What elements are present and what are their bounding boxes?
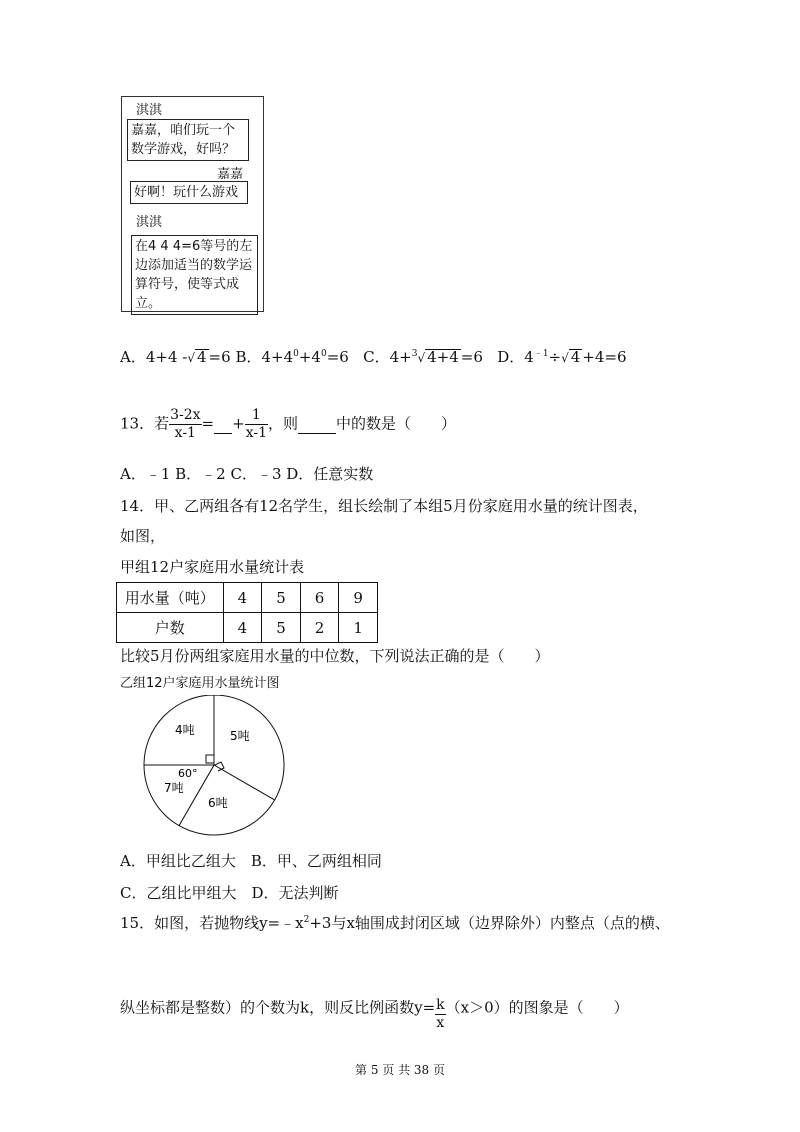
q13-fraction-2 (245, 407, 268, 442)
q14-line-2: 如图， (120, 527, 166, 545)
page-footer: 第 5 页 共 38 页 (355, 1063, 445, 1077)
table-cell: 6 (300, 583, 339, 613)
q12-option-b-label: B．4+4 (235, 348, 294, 366)
q14-options-line-2: C．乙组比甲组大 D．无法判断 (120, 884, 339, 902)
q13-frac1-numerator: 3-2x (170, 407, 201, 423)
speaker-qiqi-1: 淇淇 (136, 103, 163, 118)
water-usage-table (116, 582, 378, 643)
q13-blank-1 (214, 415, 232, 434)
q13-frac2-denominator: x-1 (245, 425, 267, 441)
q15-line2-rest: （x＞0）的图象是（ ） (445, 998, 629, 1017)
q12-option-c-radicand: 4+4 (427, 348, 459, 366)
q15-line1-rest: +3与x轴围成封闭区域（边界除外）内整点（点的横、 (309, 914, 670, 932)
table-cell: 户数 (117, 613, 224, 643)
bubble1-line1: 嘉嘉，咱们玩一个 (131, 123, 236, 138)
speech-bubble-3 (131, 235, 258, 315)
q12-option-a-radicand: 4 (196, 348, 207, 366)
bubble3-line2: 边添加适当的数学运 (135, 258, 253, 273)
q13-suffix-2: 中的数是（ ） (336, 414, 457, 433)
q15-exponent: 2 (303, 915, 310, 925)
table-cell: 1 (339, 613, 378, 643)
slice-label-5t: 5吨 (230, 729, 250, 743)
pie-chart-title: 乙组12户家庭用水量统计图 (120, 676, 280, 691)
q12-options: A．4+4 -√ 4 =6 B．$4+4^0+4^0=6$ C．4+$^3$√ 4+4 =6 D．$4^{﹣1}\div√$ 4 +4=6 (120, 348, 627, 366)
table-row (117, 613, 378, 643)
q12-option-a-label: A．4+4 - (120, 348, 188, 366)
q15-line2-start: 纵坐标都是整数）的个数为k，则反比例函数y= (120, 998, 436, 1017)
q13-frac1-denominator: x-1 (174, 425, 196, 441)
bubble3-line3: 算符号，使等式成 (135, 277, 240, 292)
q13-frac2-numerator: 1 (245, 407, 268, 425)
q12-option-d-exp: ﹣1 (533, 349, 549, 359)
q13-stem (120, 407, 456, 442)
dialog-illustration (121, 96, 264, 312)
pie-group (144, 695, 284, 835)
bubble1-line2: 数学游戏，好吗？ (131, 142, 236, 157)
q13-fraction-1 (169, 407, 201, 442)
q12-option-a-tail: =6 (208, 348, 231, 366)
q13-prefix: 13．若 (120, 414, 170, 433)
slice-label-6t: 6吨 (208, 796, 228, 810)
q14-options-line-1: A．甲组比乙组大 B．甲、乙两组相同 (120, 852, 382, 870)
speech-bubble-1 (127, 119, 249, 161)
q13-options: A．﹣1 B．﹣2 C．﹣3 D．任意实数 (120, 465, 374, 483)
q12-option-b-exp1: 0 (293, 349, 299, 359)
q15-line-1 (120, 912, 670, 933)
table-cell: 用水量（吨） (117, 583, 224, 613)
q13-suffix-1: ，则 (268, 414, 299, 433)
q12-option-c-index: 3 (411, 349, 418, 359)
q15-line1-start: 15．如图，若抛物线y=﹣x (120, 914, 304, 932)
q15-frac-denominator: x (436, 1015, 445, 1031)
q15-fraction (435, 997, 445, 1032)
table-cell: 5 (262, 583, 301, 613)
q14-table-title: 甲组12户家庭用水量统计表 (120, 558, 305, 576)
bubble3-line1: 在4 4 4=6等号的左 (135, 239, 253, 254)
table-cell: 4 (223, 613, 262, 643)
q13-blank-2 (298, 415, 336, 434)
q12-option-c-tail: =6 (460, 348, 483, 366)
pie-chart (140, 695, 300, 845)
q12-option-d-label: D．4 (497, 348, 534, 366)
speaker-qiqi-2: 淇淇 (136, 215, 163, 230)
table-cell: 2 (300, 613, 339, 643)
q15-frac-numerator: k (436, 997, 445, 1013)
q12-option-d-mid: ÷ (548, 348, 562, 366)
table-cell: 5 (262, 613, 301, 643)
q12-option-b-mid: +4 (298, 348, 321, 366)
q15-line-2 (120, 985, 629, 1032)
speech-bubble-2: 好啊！玩什么游戏 (130, 181, 248, 204)
q13-equals: = (201, 414, 215, 433)
q12-option-b-exp2: 0 (320, 349, 327, 359)
slice-label-4t: 4吨 (175, 723, 195, 737)
speaker-jiajia: 嘉嘉 (217, 167, 244, 182)
q12-option-d-radicand: 4 (570, 348, 581, 366)
q13-plus: + (232, 414, 245, 433)
q12-option-c-label: C．4+ (363, 348, 412, 366)
slice-label-7t: 7吨 (164, 781, 184, 795)
angle-annotation: 60° (178, 767, 198, 780)
q14-question: 比较5月份两组家庭用水量的中位数，下列说法正确的是（ ） (120, 647, 550, 665)
q14-line-1: 14．甲、乙两组各有12名学生，组长绘制了本组5月份家庭用水量的统计图表， (120, 497, 648, 515)
q12-option-d-tail: +4=6 (582, 348, 627, 366)
table-cell: 4 (223, 583, 262, 613)
table-cell: 9 (339, 583, 378, 613)
bubble3-line4: 立。 (135, 296, 162, 311)
table-row (117, 583, 378, 613)
q12-option-b-tail: =6 (326, 348, 349, 366)
